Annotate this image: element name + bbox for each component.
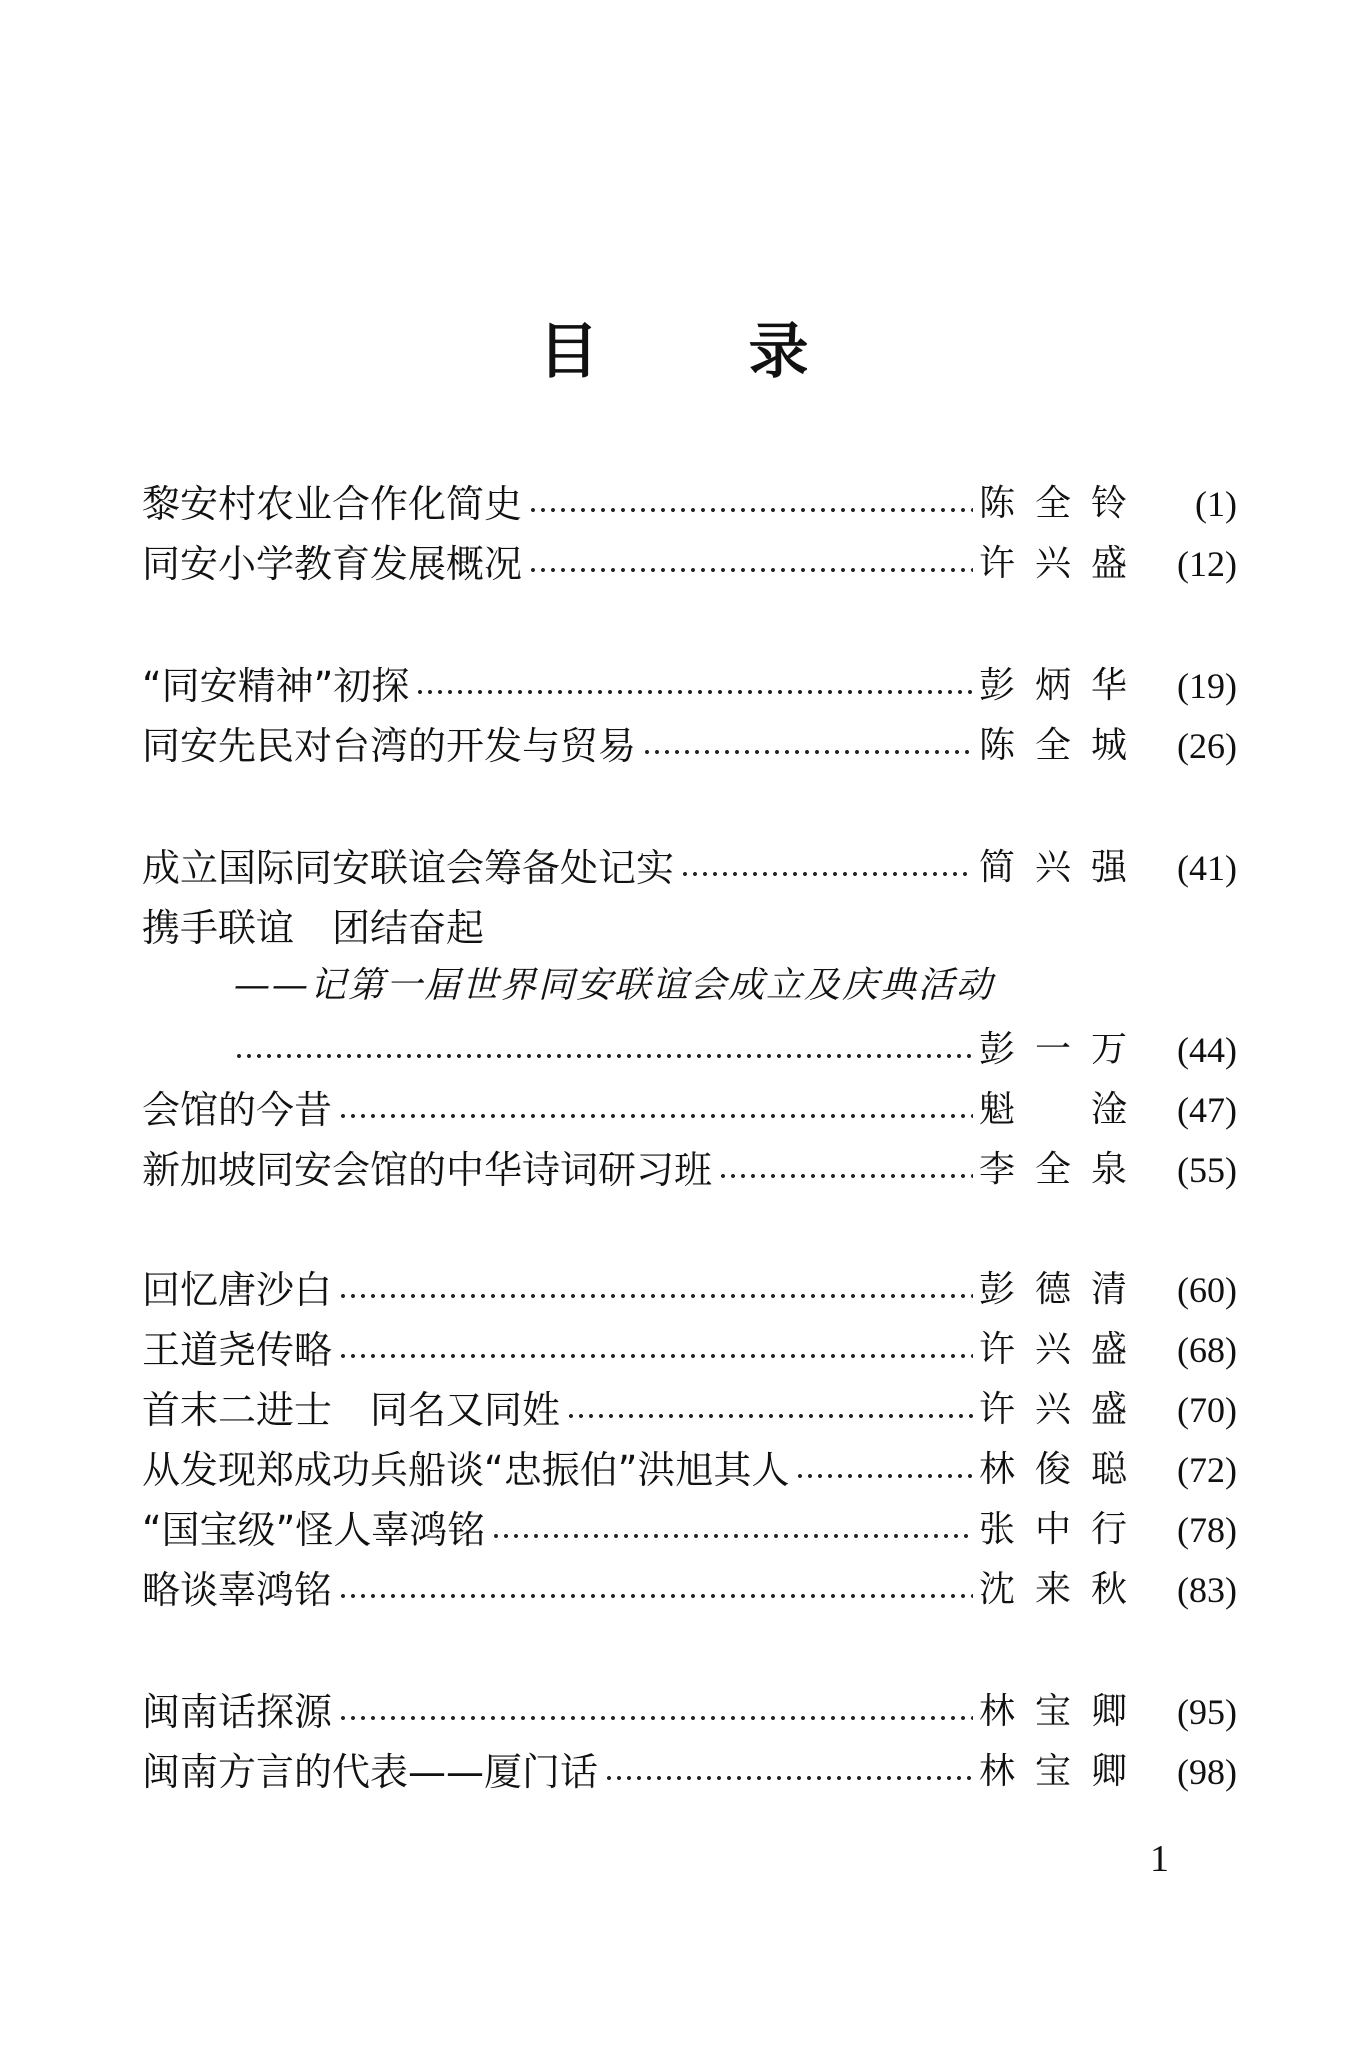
toc-entry-author: 许兴盛	[979, 1389, 1129, 1430]
toc-entry-page: (95)	[1177, 1692, 1237, 1732]
toc-entry-page: (41)	[1177, 848, 1237, 888]
toc-entry-title: 首末二进士 同名又同姓	[142, 1388, 561, 1432]
toc-entry-author: 沈来秋	[979, 1569, 1129, 1610]
page-title	[0, 312, 1347, 392]
toc-entry-author: 李全泉	[979, 1149, 1129, 1190]
toc-entry-title: 会馆的今昔	[142, 1088, 333, 1132]
toc-entry	[142, 1556, 1237, 1616]
dot-leader	[234, 1046, 973, 1066]
toc-entry-author: 魁 淦	[979, 1089, 1129, 1130]
toc-entry	[234, 1016, 1237, 1076]
toc-entry-author: 林宝卿	[979, 1691, 1129, 1732]
toc-entry-title: 闽南话探源	[142, 1690, 333, 1734]
toc-entry-page: (55)	[1177, 1150, 1237, 1190]
toc-entry	[142, 712, 1237, 772]
toc-entry-author: 简兴强	[979, 847, 1129, 888]
toc-entry	[142, 1316, 1237, 1376]
toc-entry	[142, 652, 1237, 712]
toc-entry-author: 陈全城	[979, 725, 1129, 766]
toc-entry-author: 彭一万	[979, 1029, 1129, 1070]
toc-entry-author: 张中行	[979, 1509, 1129, 1550]
toc-entry	[142, 1136, 1237, 1196]
toc-entry-author: 彭炳华	[979, 665, 1129, 706]
toc-entry-title: 成立国际同安联谊会筹备处记实	[142, 846, 675, 890]
toc-entry-page: (12)	[1177, 544, 1237, 584]
dot-leader	[338, 1346, 973, 1366]
toc-entry	[142, 1376, 1237, 1436]
toc-entry-title: 闽南方言的代表——厦门话	[142, 1750, 599, 1794]
toc-entry	[142, 1738, 1237, 1798]
dot-leader	[338, 1286, 973, 1306]
toc-entry-author: 许兴盛	[979, 543, 1129, 584]
toc-entry-page: (72)	[1177, 1450, 1237, 1490]
toc-entry	[142, 1076, 1237, 1136]
dot-leader	[566, 1406, 973, 1426]
toc-entry	[142, 530, 1237, 590]
toc-entry-page: (60)	[1177, 1270, 1237, 1310]
toc-entry-author: 林俊聪	[979, 1449, 1129, 1490]
toc-entry	[142, 470, 1237, 530]
toc-entry-title: “国宝级”怪人辜鸿铭	[142, 1508, 486, 1552]
dot-leader	[718, 1166, 973, 1186]
toc-entry	[142, 834, 1237, 894]
toc-entry-title: 携手联谊 团结奋起	[142, 906, 485, 950]
toc-entry-author: 许兴盛	[979, 1329, 1129, 1370]
toc-entry-subtitle: ——记第一届世界同安联谊会成立及庆典活动	[234, 965, 995, 1006]
toc-entry-title: 同安小学教育发展概况	[142, 542, 523, 586]
dot-leader	[604, 1768, 973, 1788]
dot-leader	[795, 1466, 973, 1486]
dot-leader	[491, 1526, 973, 1546]
title-char-1: 目	[538, 317, 599, 387]
toc-entry-page: (68)	[1177, 1330, 1237, 1370]
toc-entry	[142, 1256, 1237, 1316]
toc-entry-author: 彭德清	[979, 1269, 1129, 1310]
toc-entry-page: (98)	[1177, 1752, 1237, 1792]
toc-entry-page: (83)	[1177, 1570, 1237, 1610]
dot-leader	[415, 682, 973, 702]
dot-leader	[642, 742, 973, 762]
toc-entry-page: (47)	[1177, 1090, 1237, 1130]
toc-entry-page: (1)	[1195, 484, 1237, 524]
dot-leader	[528, 560, 973, 580]
dot-leader	[528, 500, 973, 520]
toc-entry-page: (26)	[1177, 726, 1237, 766]
toc-entry	[142, 1496, 1237, 1556]
dot-leader	[338, 1708, 973, 1728]
toc-entry-heading	[142, 894, 1237, 954]
toc-entry-title: 回忆唐沙白	[142, 1268, 333, 1312]
toc-entry-page: (78)	[1177, 1510, 1237, 1550]
title-char-2: 录	[748, 317, 809, 387]
toc-entry-page: (19)	[1177, 666, 1237, 706]
toc-entry-title: 王道尧传略	[142, 1328, 333, 1372]
dot-leader	[338, 1106, 973, 1126]
dot-leader	[338, 1586, 973, 1606]
toc-entry-author: 林宝卿	[979, 1751, 1129, 1792]
toc-entry	[142, 1678, 1237, 1738]
toc-entry-title: 黎安村农业合作化简史	[142, 482, 523, 526]
toc-entry-title: 略谈辜鸿铭	[142, 1568, 333, 1612]
toc-entry-page: (44)	[1177, 1030, 1237, 1070]
toc-entry-title: “同安精神”初探	[142, 664, 410, 708]
dot-leader	[680, 864, 973, 884]
page-number: 1	[1150, 1838, 1169, 1880]
toc-entry	[142, 1436, 1237, 1496]
toc-entry-page: (70)	[1177, 1390, 1237, 1430]
toc-entry-author: 陈全铃	[979, 483, 1129, 524]
toc-entry-title: 同安先民对台湾的开发与贸易	[142, 724, 637, 768]
toc-entry-title: 从发现郑成功兵船谈“忠振伯”洪旭其人	[142, 1448, 790, 1492]
toc-entry-title: 新加坡同安会馆的中华诗词研习班	[142, 1148, 713, 1192]
